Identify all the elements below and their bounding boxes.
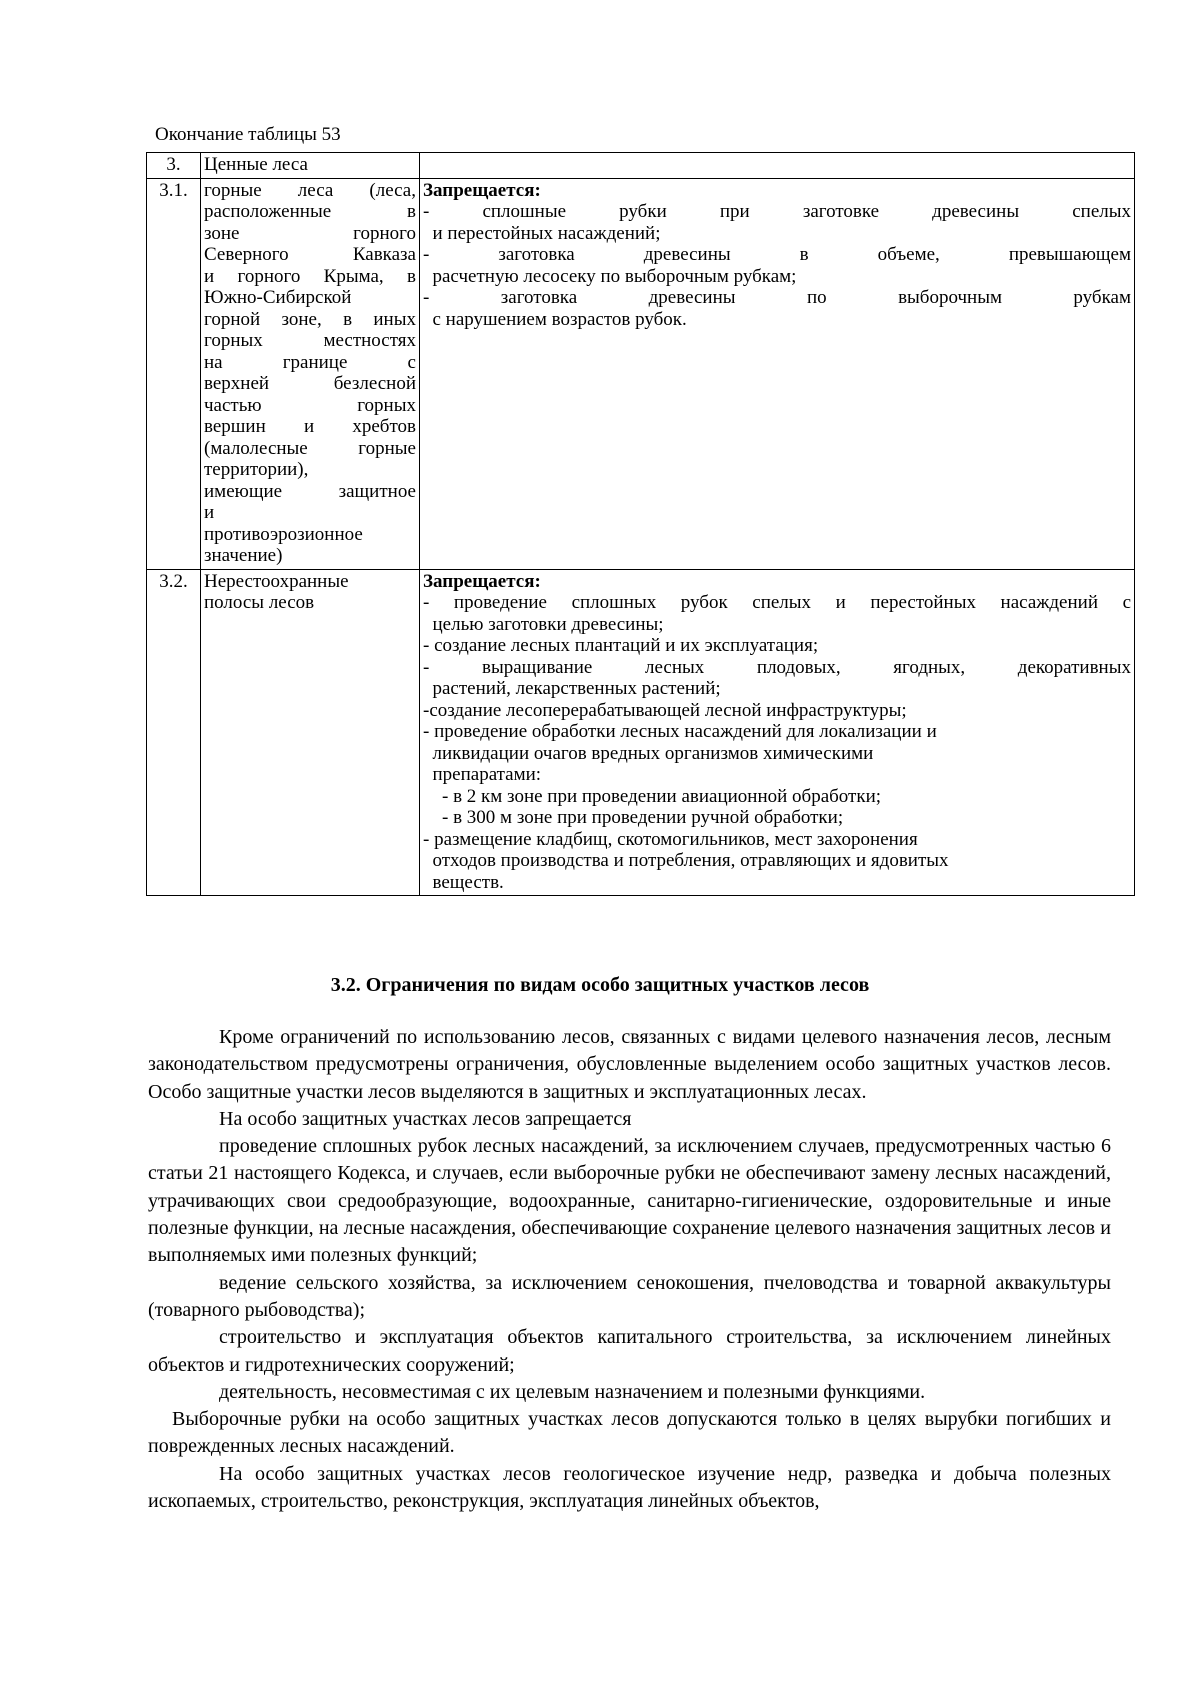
text-line: территории),: [204, 459, 309, 480]
section-label: Ценные леса: [201, 153, 420, 179]
forest-category-name: [204, 571, 416, 614]
row-number: 3.: [147, 153, 201, 179]
text-line: - выращивание лесных плодовых, ягодных, декоративных: [423, 656, 1131, 678]
text-line: - размещение кладбищ, скотомогильников, мест захоронения: [423, 828, 918, 850]
text-line: горной зоне, в иных: [204, 308, 416, 330]
prohibited-heading: Запрещается:: [423, 570, 541, 592]
forest-category-cell: [201, 569, 420, 896]
text-line: расчетную лесосеку по выборочным рубкам;: [423, 265, 797, 287]
text-line: целью заготовки древесины;: [423, 613, 664, 635]
text-line: -создание лесоперерабатывающей лесной инфраструктуры;: [423, 699, 907, 721]
text-line: - заготовка древесины в объеме, превышающем: [423, 244, 1131, 265]
text-line: горные леса (леса,: [204, 179, 416, 201]
text-line: Северного Кавказа: [204, 244, 416, 265]
text-line: имеющие защитное: [204, 480, 416, 502]
text-line: и горного Крыма, в: [204, 265, 416, 287]
text-line: - в 300 м зоне при проведении ручной обработки;: [423, 807, 844, 828]
text-line: Южно-Сибирской: [204, 287, 352, 308]
paragraph: строительство и эксплуатация объектов капитального строительства, за исключением линейных объектов и гидротехнических сооружений;: [148, 1326, 1111, 1376]
text-line: противоэрозионное: [204, 523, 363, 545]
text-line: веществ.: [423, 871, 504, 893]
table-row-section: [147, 153, 1135, 179]
text-line: горных местностях: [204, 330, 416, 351]
section-heading: 3.2. Ограничения по видам особо защитных участков лесов: [330, 974, 870, 996]
text-line: растений, лекарственных растений;: [423, 678, 721, 699]
text-line: верхней безлесной: [204, 373, 416, 394]
text-line: - в 2 км зоне при проведении авиационной обработки;: [423, 785, 882, 807]
text-line: - проведение обработки лесных насаждений для локализации и: [423, 721, 937, 742]
prohibited-heading: Запрещается:: [423, 179, 541, 201]
table-caption: Окончание таблицы 53: [155, 124, 341, 145]
text-line: зоне горного: [204, 222, 416, 244]
body-text: [148, 1024, 1111, 1515]
text-line: и: [204, 502, 215, 523]
table-row: [147, 569, 1135, 896]
text-line: - проведение сплошных рубок спелых и перестойных насаждений с: [423, 592, 1131, 613]
text-line: с нарушением возрастов рубок.: [423, 308, 687, 330]
text-line: вершин и хребтов: [204, 416, 416, 437]
text-line: препаратами:: [423, 764, 542, 785]
paragraph: На особо защитных участках лесов геологическое изучение недр, разведка и добыча полезных ископаемых, строительство, реконструкция, эксплуатация линейных объектов,: [148, 1462, 1111, 1513]
text-line: на границе с: [204, 351, 416, 373]
empty-cell: [420, 153, 1135, 179]
text-line: - создание лесных плантаций и их эксплуатация;: [423, 635, 819, 656]
text-line: - заготовка древесины по выборочным рубкам: [423, 287, 1131, 308]
restrictions-table: [146, 152, 1135, 896]
forest-category-cell: [201, 178, 420, 569]
text-line: значение): [204, 545, 283, 566]
paragraph: ведение сельского хозяйства, за исключением сенокошения, пчеловодства и товарной аквакультуры (товарного рыбоводства);: [148, 1271, 1111, 1321]
text-line: ликвидации очагов вредных организмов химическими: [423, 742, 874, 764]
restrictions-cell: [420, 178, 1135, 569]
text-line: и перестойных насаждений;: [423, 222, 661, 244]
row-number: 3.1.: [147, 178, 201, 569]
text-line: (малолесные горные: [204, 437, 416, 459]
paragraph: Выборочные рубки на особо защитных участках лесов допускаются только в целях вырубки погибших и поврежденных лесных насаждений.: [148, 1408, 1111, 1458]
text-line: частью горных: [204, 394, 416, 416]
text-line: отходов производства и потребления, отравляющих и ядовитых: [423, 850, 949, 871]
restrictions-list: [423, 592, 1131, 893]
text-line: - сплошные рубки при заготовке древесины спелых: [423, 201, 1131, 222]
restrictions-cell: [420, 569, 1135, 896]
paragraph: деятельность, несовместимая с их целевым назначением и полезными функциями.: [219, 1380, 926, 1403]
paragraph: На особо защитных участках лесов запрещается: [219, 1107, 632, 1130]
text-line: Нерестоохранные: [204, 570, 349, 592]
text-line: расположенные в: [204, 201, 416, 222]
forest-category-name: [204, 180, 416, 567]
text-line: полосы лесов: [204, 592, 315, 613]
paragraph: Кроме ограничений по использованию лесов, связанных с видами целевого назначения лесов, лесным законодательством предусмотрены ограничения, обусловленные выделением особо защитных участков лесов. Особо защитные участки лесов выделяются в защитных и эксплуатационных лесах.: [148, 1026, 1111, 1103]
restrictions-list: [423, 201, 1131, 330]
row-number: 3.2.: [147, 569, 201, 896]
paragraph: проведение сплошных рубок лесных насаждений, за исключением случаев, предусмотренных частью 6 статьи 21 настоящего Кодекса, и случаев, если выборочные рубки не обеспечивают замену лесных насаждений, утрачивающих свои средообразующие, водоохранные, санитарно-гигиенические, оздоровительные и иные полезные функции, на лесные насаждения, обеспечивающие сохранение целевого назначения защитных лесов и выполняемых ими полезных функций;: [148, 1135, 1111, 1267]
table-row: [147, 178, 1135, 569]
